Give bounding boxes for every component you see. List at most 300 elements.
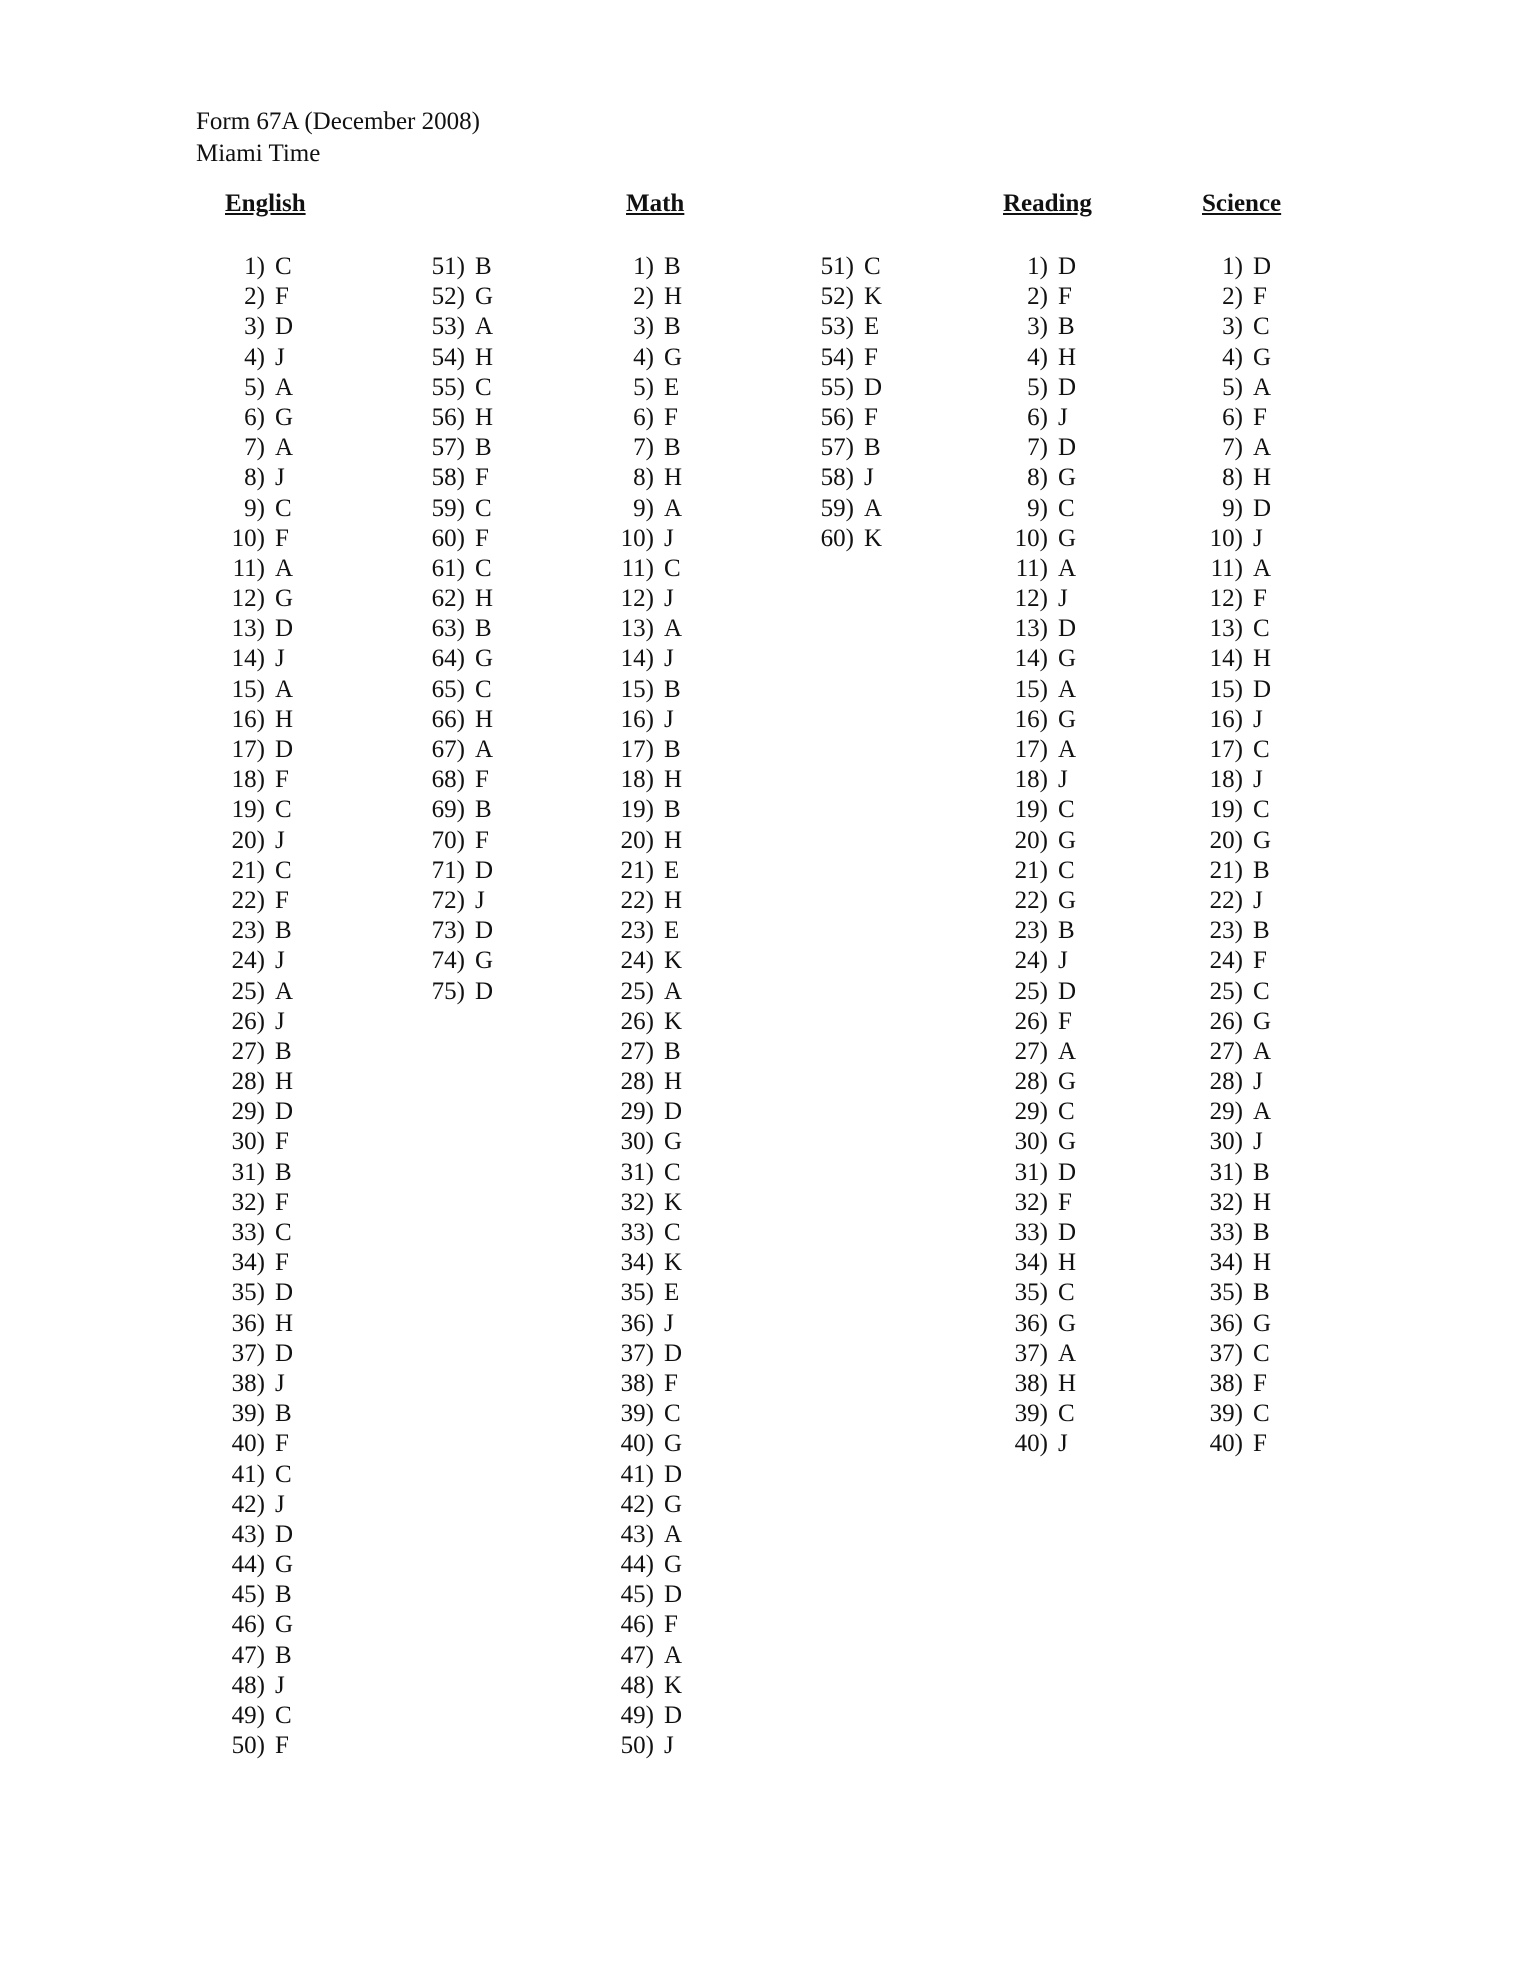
answer-letter: C [1253, 615, 1270, 643]
answer-row [1002, 1158, 1076, 1188]
answer-letter: A [664, 494, 683, 522]
answer-row [419, 463, 493, 493]
answer-letter: A [275, 977, 294, 1005]
answer-row [1002, 1188, 1076, 1218]
question-number: 19) [620, 796, 654, 824]
answer-letter: B [475, 434, 492, 462]
answer-row [219, 1278, 293, 1308]
answer-letter: D [664, 1702, 683, 1729]
question-number: 28) [1209, 1068, 1243, 1096]
answer-row [1197, 403, 1271, 433]
answer-letter: B [1253, 1158, 1270, 1186]
question-number: 62) [431, 585, 465, 613]
question-number: 5) [1222, 373, 1243, 401]
answer-letter: H [664, 886, 683, 914]
question-number: 24) [1014, 947, 1048, 975]
question-number: 21) [620, 856, 654, 884]
answer-letter: B [664, 253, 681, 280]
answer-letter: K [664, 1249, 683, 1277]
answer-letter: J [1253, 524, 1263, 552]
question-number: 46) [231, 1611, 265, 1639]
question-number: 13) [231, 615, 265, 643]
answer-letter: G [664, 1551, 683, 1579]
question-number: 16) [1209, 705, 1243, 733]
question-number: 30) [1209, 1128, 1243, 1156]
answer-letter: F [275, 1249, 289, 1277]
answer-letter: D [1058, 253, 1077, 280]
answer-letter: D [664, 1581, 683, 1609]
question-number: 49) [620, 1702, 654, 1729]
question-number: 37) [231, 1339, 265, 1367]
answer-letter: H [664, 464, 683, 492]
question-number: 11) [621, 554, 654, 582]
answer-row [1197, 1097, 1271, 1127]
answer-letter: C [1058, 1279, 1075, 1307]
answer-letter: G [1058, 1068, 1077, 1096]
answer-letter: J [275, 464, 285, 492]
question-number: 19) [231, 796, 265, 824]
answer-row [608, 1218, 682, 1248]
answer-letter: B [275, 1158, 292, 1186]
answer-row [608, 856, 682, 886]
answer-letter: A [275, 675, 294, 703]
answer-letter: A [864, 494, 883, 522]
question-number: 41) [620, 1460, 654, 1488]
question-number: 2) [1027, 283, 1048, 311]
answer-letter: F [1058, 283, 1072, 311]
question-number: 26) [1014, 1007, 1048, 1035]
answer-row [219, 1580, 293, 1610]
answer-letter: F [1253, 1369, 1267, 1397]
question-number: 1) [1222, 253, 1243, 280]
answer-letter: A [475, 313, 494, 341]
answer-row [1197, 1188, 1271, 1218]
answer-letter: G [1058, 645, 1077, 673]
answer-row [1197, 1248, 1271, 1278]
answer-letter: D [1058, 615, 1077, 643]
answer-letter: C [664, 554, 681, 582]
answer-row [1002, 343, 1076, 373]
answer-row [1197, 1399, 1271, 1429]
question-number: 12) [1014, 585, 1048, 613]
answer-letter: F [1253, 585, 1267, 613]
question-number: 32) [231, 1188, 265, 1216]
question-number: 34) [1209, 1249, 1243, 1277]
answer-row [608, 1158, 682, 1188]
answer-row [219, 584, 293, 614]
question-number: 32) [1209, 1188, 1243, 1216]
question-number: 25) [620, 977, 654, 1005]
question-number: 10) [620, 524, 654, 552]
question-number: 33) [1014, 1219, 1048, 1246]
answer-row [219, 1671, 293, 1701]
answer-row [1197, 1309, 1271, 1339]
question-number: 1) [633, 253, 654, 280]
question-number: 50) [231, 1732, 265, 1760]
question-number: 39) [231, 1400, 265, 1428]
answer-letter: H [664, 283, 683, 311]
answer-row [219, 1127, 293, 1157]
answer-letter: C [1253, 1400, 1270, 1428]
answer-row [1002, 463, 1076, 493]
question-number: 69) [431, 796, 465, 824]
answer-row [1002, 1399, 1076, 1429]
question-number: 40) [1209, 1430, 1243, 1458]
answer-letter: G [1253, 826, 1272, 854]
answer-row [1197, 886, 1271, 916]
question-number: 37) [620, 1339, 654, 1367]
answer-letter: G [275, 1551, 294, 1579]
answer-row [1197, 524, 1271, 554]
answer-row [1197, 856, 1271, 886]
answer-row [419, 343, 493, 373]
question-number: 34) [620, 1249, 654, 1277]
question-number: 37) [1209, 1339, 1243, 1367]
question-number: 11) [232, 554, 265, 582]
answer-letter: J [275, 1490, 285, 1518]
answer-letter: B [664, 313, 681, 341]
answer-row [1197, 554, 1271, 584]
answer-letter: C [275, 1460, 292, 1488]
answer-row [608, 1429, 682, 1459]
answer-row [219, 735, 293, 765]
answer-letter: B [275, 1400, 292, 1428]
question-number: 1) [244, 253, 265, 280]
form-title: Form 67A (December 2008) [196, 108, 480, 135]
question-number: 31) [1014, 1158, 1048, 1186]
question-number: 57) [431, 434, 465, 462]
answer-letter: K [864, 524, 883, 552]
question-number: 34) [231, 1249, 265, 1277]
question-number: 27) [620, 1037, 654, 1065]
answer-row [1002, 795, 1076, 825]
answer-row [608, 1460, 682, 1490]
answer-letter: J [475, 886, 485, 914]
answer-row [1197, 1369, 1271, 1399]
answer-row [219, 1490, 293, 1520]
answer-letter: C [1058, 494, 1075, 522]
question-number: 10) [231, 524, 265, 552]
question-number: 10) [1014, 524, 1048, 552]
answer-row [419, 524, 493, 554]
question-number: 14) [620, 645, 654, 673]
answer-row [1197, 1158, 1271, 1188]
question-number: 26) [231, 1007, 265, 1035]
answer-letter: F [275, 1732, 289, 1760]
answer-letter: A [1058, 675, 1077, 703]
question-number: 21) [1209, 856, 1243, 884]
answer-row [1197, 675, 1271, 705]
question-number: 65) [431, 675, 465, 703]
question-number: 32) [1014, 1188, 1048, 1216]
answer-letter: B [1058, 313, 1075, 341]
answer-letter: D [1058, 977, 1077, 1005]
answer-row [1002, 675, 1076, 705]
answer-letter: H [275, 1309, 294, 1337]
answer-row [1197, 1429, 1271, 1459]
science-answers-col [1197, 252, 1271, 1460]
question-number: 56) [431, 403, 465, 431]
answer-row [608, 1067, 682, 1097]
answer-row [608, 826, 682, 856]
answer-row [419, 312, 493, 342]
answer-letter: H [664, 1068, 683, 1096]
answer-letter: G [1058, 1309, 1077, 1337]
answer-row [808, 252, 882, 282]
answer-letter: G [1058, 886, 1077, 914]
answer-letter: A [1253, 434, 1272, 462]
answer-letter: D [275, 313, 294, 341]
answer-row [419, 614, 493, 644]
answer-row [608, 1127, 682, 1157]
answer-letter: A [1058, 1339, 1077, 1367]
answer-row [608, 282, 682, 312]
answer-row [219, 977, 293, 1007]
answer-letter: G [475, 283, 494, 311]
question-number: 7) [244, 434, 265, 462]
answer-row [608, 1097, 682, 1127]
answer-letter: G [664, 1128, 683, 1156]
answer-row [608, 403, 682, 433]
question-number: 40) [620, 1430, 654, 1458]
answer-row [808, 282, 882, 312]
answer-letter: E [664, 917, 680, 945]
answer-letter: H [1253, 464, 1272, 492]
question-number: 42) [231, 1490, 265, 1518]
question-number: 5) [244, 373, 265, 401]
answer-row [1002, 1127, 1076, 1157]
answer-row [1002, 886, 1076, 916]
question-number: 12) [620, 585, 654, 613]
answer-letter: D [864, 373, 883, 401]
question-number: 36) [1014, 1309, 1048, 1337]
answer-letter: D [275, 1520, 294, 1548]
answer-row [419, 886, 493, 916]
question-number: 29) [231, 1098, 265, 1126]
answer-letter: D [1058, 434, 1077, 462]
answer-letter: B [275, 917, 292, 945]
answer-row [1197, 1339, 1271, 1369]
answer-row [608, 1610, 682, 1640]
answer-letter: C [1253, 736, 1270, 763]
answer-letter: H [1253, 1249, 1272, 1277]
answer-row [608, 1037, 682, 1067]
location-label: Miami Time [196, 140, 321, 167]
question-number: 27) [1209, 1037, 1243, 1065]
answer-row [1197, 735, 1271, 765]
answer-row [419, 675, 493, 705]
answer-row [219, 1399, 293, 1429]
question-number: 40) [1014, 1430, 1048, 1458]
answer-row [1002, 403, 1076, 433]
answer-letter: J [1058, 766, 1068, 794]
answer-letter: J [1253, 1128, 1263, 1156]
answer-row [608, 1309, 682, 1339]
question-number: 29) [1014, 1098, 1048, 1126]
answer-letter: H [475, 705, 494, 733]
question-number: 18) [1209, 766, 1243, 794]
answer-row [219, 1641, 293, 1671]
answer-row [608, 886, 682, 916]
document-header [196, 106, 480, 170]
answer-row [219, 795, 293, 825]
question-number: 5) [633, 373, 654, 401]
question-number: 12) [231, 585, 265, 613]
question-number: 13) [620, 615, 654, 643]
answer-row [1197, 373, 1271, 403]
answer-row [219, 826, 293, 856]
answer-row [608, 1701, 682, 1731]
answer-row [219, 705, 293, 735]
answer-row [219, 343, 293, 373]
answer-letter: G [1058, 464, 1077, 492]
question-number: 11) [1015, 554, 1048, 582]
answer-row [1197, 1067, 1271, 1097]
answer-letter: F [475, 464, 489, 492]
question-number: 28) [231, 1068, 265, 1096]
answer-letter: H [475, 585, 494, 613]
answer-row [608, 1641, 682, 1671]
answer-letter: E [664, 373, 680, 401]
question-number: 27) [1014, 1037, 1048, 1065]
answer-row [1002, 614, 1076, 644]
answer-letter: B [475, 253, 492, 280]
answer-row [608, 735, 682, 765]
answer-letter: C [275, 796, 292, 824]
answer-row [608, 1339, 682, 1369]
answer-row [419, 977, 493, 1007]
answer-letter: C [275, 253, 292, 280]
answer-row [608, 1369, 682, 1399]
answer-row [808, 343, 882, 373]
reading-answers-col [1002, 252, 1076, 1460]
question-number: 17) [231, 736, 265, 763]
question-number: 19) [1014, 796, 1048, 824]
answer-row [1002, 644, 1076, 674]
answer-row [219, 614, 293, 644]
question-number: 48) [231, 1671, 265, 1699]
answer-row [1197, 494, 1271, 524]
answer-letter: H [275, 1068, 294, 1096]
answer-row [419, 735, 493, 765]
answer-row [219, 1067, 293, 1097]
answer-letter: E [664, 856, 680, 884]
answer-letter: J [1253, 886, 1263, 914]
question-number: 25) [1014, 977, 1048, 1005]
answer-letter: G [1058, 826, 1077, 854]
answer-letter: B [1253, 917, 1270, 945]
answer-letter: F [664, 403, 678, 431]
answer-letter: J [664, 524, 674, 552]
question-number: 19) [1209, 796, 1243, 824]
answer-letter: F [1253, 1430, 1267, 1458]
question-number: 23) [231, 917, 265, 945]
answer-letter: G [275, 403, 294, 431]
answer-letter: B [664, 1037, 681, 1065]
question-number: 13) [1209, 615, 1243, 643]
answer-row [1002, 554, 1076, 584]
question-number: 36) [620, 1309, 654, 1337]
answer-row [1002, 1097, 1076, 1127]
answer-row [608, 675, 682, 705]
question-number: 7) [1222, 434, 1243, 462]
answer-row [1002, 1429, 1076, 1459]
question-number: 4) [244, 343, 265, 371]
answer-letter: G [1253, 343, 1272, 371]
answer-row [1002, 977, 1076, 1007]
answer-letter: J [664, 645, 674, 673]
answer-row [608, 765, 682, 795]
answer-letter: H [1058, 1249, 1077, 1277]
answer-letter: A [275, 434, 294, 462]
answer-row [1002, 856, 1076, 886]
answer-row [608, 1399, 682, 1429]
answer-row [608, 1580, 682, 1610]
answer-row [1197, 977, 1271, 1007]
answer-letter: A [1058, 1037, 1077, 1065]
question-number: 13) [1014, 615, 1048, 643]
answer-letter: B [664, 736, 681, 763]
answer-row [1197, 584, 1271, 614]
question-number: 36) [231, 1309, 265, 1337]
answer-letter: J [275, 1007, 285, 1035]
answer-letter: H [475, 343, 494, 371]
question-number: 27) [231, 1037, 265, 1065]
answer-row [608, 463, 682, 493]
answer-row [219, 1158, 293, 1188]
question-number: 8) [633, 464, 654, 492]
question-number: 39) [1209, 1400, 1243, 1428]
answer-row [219, 1610, 293, 1640]
answer-row [1002, 1369, 1076, 1399]
answer-row [1197, 795, 1271, 825]
answer-letter: C [1058, 1400, 1075, 1428]
question-number: 8) [1027, 464, 1048, 492]
answer-row [1002, 1007, 1076, 1037]
question-number: 28) [620, 1068, 654, 1096]
question-number: 15) [1014, 675, 1048, 703]
question-number: 29) [620, 1098, 654, 1126]
question-number: 9) [633, 494, 654, 522]
question-number: 47) [231, 1641, 265, 1669]
answer-row [219, 1309, 293, 1339]
question-number: 42) [620, 1490, 654, 1518]
answer-letter: B [664, 675, 681, 703]
answer-row [1197, 463, 1271, 493]
answer-letter: F [275, 524, 289, 552]
question-number: 3) [244, 313, 265, 341]
question-number: 14) [231, 645, 265, 673]
question-number: 35) [1014, 1279, 1048, 1307]
question-number: 16) [620, 705, 654, 733]
answer-letter: F [475, 826, 489, 854]
question-number: 22) [620, 886, 654, 914]
answer-row [219, 1550, 293, 1580]
answer-row [219, 1369, 293, 1399]
answer-row [419, 584, 493, 614]
answer-letter: G [664, 1430, 683, 1458]
answer-row [219, 1218, 293, 1248]
answer-row [419, 916, 493, 946]
answer-row [608, 1278, 682, 1308]
answer-letter: C [664, 1400, 681, 1428]
answer-row [219, 403, 293, 433]
answer-row [419, 946, 493, 976]
question-number: 35) [620, 1279, 654, 1307]
question-number: 51) [820, 253, 854, 280]
answer-letter: J [275, 343, 285, 371]
answer-letter: C [864, 253, 881, 280]
